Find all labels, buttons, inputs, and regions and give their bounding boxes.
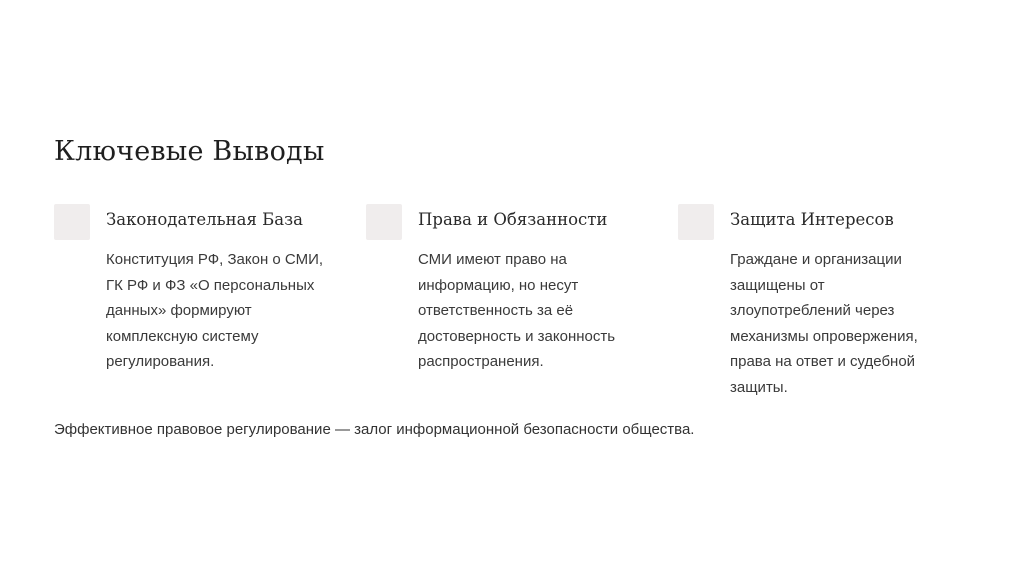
- card-icon-placeholder: [366, 204, 402, 240]
- card-text: [106, 247, 356, 375]
- card-text: [730, 247, 980, 400]
- card-text-line: СМИ имеют право на: [418, 251, 567, 268]
- card-icon-placeholder: [54, 204, 90, 240]
- card-heading: Защита Интересов: [730, 210, 894, 229]
- page-title: Ключевые Выводы: [54, 136, 325, 167]
- card-heading: Права и Обязанности: [418, 210, 608, 229]
- card-text-line: распространения.: [418, 353, 544, 370]
- card-icon-placeholder: [678, 204, 714, 240]
- card-text-line: регулирования.: [106, 353, 215, 370]
- card-text-line: права на ответ и судебной: [730, 353, 916, 370]
- card-text-line: ГК РФ и ФЗ «О персональных: [106, 276, 315, 294]
- card-text-line: ответственность за её: [418, 302, 574, 319]
- card-text: [418, 247, 668, 375]
- card-text-line: Конституция РФ, Закон о СМИ,: [106, 251, 324, 268]
- card-text-line: комплексную систему: [106, 327, 259, 345]
- card-text-line: злоупотреблений через: [730, 302, 895, 319]
- conclusion-text: Эффективное правовое регулирование — залог информационной безопасности общества.: [54, 421, 695, 438]
- card-text-line: защищены от: [730, 276, 825, 294]
- card-text-line: достоверность и законность: [418, 327, 616, 345]
- card-text-line: механизмы опровержения,: [730, 327, 918, 345]
- card-text-line: защиты.: [730, 378, 788, 396]
- card-text-line: данных» формируют: [106, 302, 252, 319]
- card-text-line: Граждане и организации: [730, 251, 902, 268]
- card-heading: Законодательная База: [106, 210, 303, 229]
- card-text-line: информацию, но несут: [418, 276, 579, 294]
